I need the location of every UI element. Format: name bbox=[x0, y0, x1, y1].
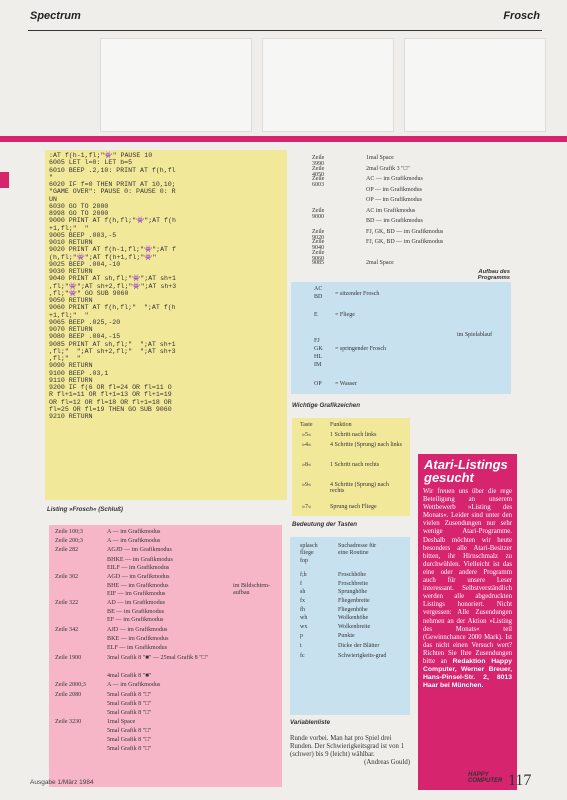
zeile-description: EILF — im Grafikmodus bbox=[107, 565, 170, 571]
listing-line: 9020 PRINT AT f(h-1,fl;"👾";AT f bbox=[49, 246, 176, 254]
taste-function: 1 Schritt nach rechts bbox=[330, 462, 380, 468]
grafik-value: = springender Frosch bbox=[335, 346, 387, 352]
zeile-description: ELF — im Grafikmodus bbox=[107, 645, 168, 651]
atari-title-line1: Atari-Listings bbox=[424, 457, 508, 472]
backdrop-panel-right bbox=[404, 38, 546, 132]
zeile-number: 9085 bbox=[312, 260, 324, 266]
variable-description: Sprunghöhe bbox=[338, 589, 367, 595]
page-header bbox=[30, 10, 540, 28]
listing-line: 9050 RETURN bbox=[49, 297, 93, 304]
zeile-description: BKE — im Grafikmodus bbox=[107, 636, 169, 642]
zeile-description: EF — im Grafikmodus bbox=[107, 617, 164, 623]
listing-line: OR fl=12 OR fl=18 OR fl+1=18 OR bbox=[49, 398, 172, 406]
listing-line: +1,fl;" " bbox=[49, 311, 89, 319]
listing-line: 9070 RETURN bbox=[49, 326, 93, 333]
listing-caption: Listing »Frosch« (Schluß) bbox=[47, 506, 123, 513]
zeile-number: Zeile 9000 bbox=[312, 207, 325, 220]
variable-description: Punkte bbox=[338, 633, 355, 639]
listing-line: 8998 GO TO 2000 bbox=[49, 210, 109, 217]
zeile-description: 5mal Grafik 8 "□" bbox=[107, 710, 152, 716]
listing-line: 6030 GO TO 2000 bbox=[49, 202, 109, 210]
zeile-description: AD — im Grafikmodus bbox=[107, 600, 166, 606]
zeile-description: A — im Grafikmodus bbox=[107, 529, 161, 535]
zeile-description: OP — im Grafikmodus bbox=[366, 186, 422, 193]
grafik-key: E bbox=[314, 312, 318, 318]
taste-key: »8« bbox=[302, 462, 311, 468]
variable-name: f;h bbox=[300, 572, 307, 578]
variable-description: Dicke der Blätter bbox=[338, 643, 380, 649]
tasten-header-function: Funktion bbox=[330, 422, 352, 428]
variable-name: fh bbox=[300, 607, 305, 613]
variable-name: fliege bbox=[300, 550, 314, 556]
zeile-description: AGD — im Grafikmodus bbox=[107, 574, 170, 580]
variable-description: Fliegenhöhe bbox=[338, 607, 368, 613]
grafik-key: IM bbox=[314, 362, 322, 368]
zeile-description: FJ, GK, BD — im Grafikmodus bbox=[366, 239, 444, 245]
zeile-description: A — im Grafikmodus bbox=[107, 538, 161, 544]
atari-body bbox=[423, 488, 512, 690]
grafik-value: = Fliege bbox=[335, 312, 355, 318]
grafik-caption: Wichtige Grafikzeichen bbox=[292, 402, 361, 409]
listing-line: 9025 BEEP .004,-10 bbox=[49, 260, 121, 268]
zeile-number: Zeile 1900 bbox=[55, 655, 82, 661]
variable-name: wx bbox=[300, 624, 308, 630]
listing-line: 9030 RETURN bbox=[49, 268, 93, 275]
listing-line: 9005 BEEP .003,-5 bbox=[49, 231, 117, 239]
paragraph-text: Runde vorbei. Man hat pro Spiel drei Runden. Der Schwierigkeitsgrad ist von 1 (schwer) bis 9 (leicht) wählbar. bbox=[290, 735, 405, 759]
issue-label: Ausgabe 1/März 1984 bbox=[30, 779, 94, 786]
atari-listings-box bbox=[418, 454, 517, 790]
zeile-number: Zeile 9040 bbox=[312, 239, 325, 251]
listing-line: 9110 RETURN bbox=[49, 376, 93, 384]
zeile-description: 5mal Grafik 8 "□" bbox=[107, 692, 152, 698]
backdrop-panel-left bbox=[100, 38, 252, 132]
variable-name: t bbox=[300, 643, 302, 649]
zeile-number: Zeile 342 bbox=[55, 627, 79, 633]
listing-line: 9040 PRINT AT sh,fl;"👾";AT sh+1 bbox=[49, 275, 176, 283]
grafik-key: GK bbox=[314, 346, 323, 352]
zeile-number: Zeile 4050 bbox=[312, 165, 325, 178]
zeile-number: Zeile 100;3 bbox=[55, 529, 83, 535]
zeile-description: 3mal Grafik 8 "■" — 25mal Grafik 8 "□" bbox=[107, 655, 208, 661]
listing-line: 9065 BEEP .025,-20 bbox=[49, 318, 121, 326]
grafik-key: HL bbox=[314, 354, 322, 360]
variable-name: fop bbox=[300, 558, 308, 564]
listing-line: :AT f(h-1,fl;"👾" PAUSE 10 bbox=[49, 152, 153, 159]
zeile-description: BHKE — im Grafikmodus bbox=[107, 557, 173, 563]
zeile-number: Zeile 3230 bbox=[55, 719, 82, 725]
grafik-key: FJ bbox=[314, 338, 320, 344]
zeile-number: Zeile 9020 bbox=[312, 228, 325, 241]
zeile-number: Zeile 282 bbox=[55, 547, 79, 553]
grafik-key: OP bbox=[314, 381, 322, 387]
author-credit: (Andreas Gould) bbox=[364, 759, 410, 767]
zeile-description: OP — im Grafikmodus bbox=[366, 197, 422, 203]
taste-key: »4« bbox=[302, 442, 311, 448]
variable-description: Froschbreite bbox=[338, 581, 368, 587]
zeile-description: EIF — im Grafikmodus bbox=[107, 591, 166, 597]
listing-line: 9010 RETURN bbox=[49, 239, 93, 246]
zeile-description: 2mal Grafik 3 "□" bbox=[366, 165, 410, 172]
zeilen-table-bottom bbox=[49, 525, 282, 787]
variable-name: f bbox=[300, 581, 302, 587]
bildschirm-note: im Bildschirm-aufbau bbox=[233, 583, 271, 596]
variable-description: Schwierigkeits-grad bbox=[338, 653, 387, 659]
zeile-description: AC — im Grafikmodus bbox=[366, 176, 423, 182]
zeile-description: BD — im Grafikmodus bbox=[366, 218, 423, 224]
page-number: 117 bbox=[508, 772, 532, 789]
margin-tab bbox=[0, 172, 9, 188]
variable-description: Fliegenbreite bbox=[338, 598, 370, 604]
variable-name: fc bbox=[300, 653, 305, 659]
listing-line: 6005 LET l=0: LET b=5 bbox=[49, 159, 133, 167]
tasten-header-key: Taste bbox=[300, 422, 313, 428]
zeile-description: 1mal Space bbox=[107, 719, 136, 725]
zeile-description: BE — im Grafikmodus bbox=[107, 609, 165, 615]
listing-line: 9085 PRINT AT sh,fl;" ";AT sh+1 bbox=[49, 340, 176, 348]
variable-name: splasch bbox=[300, 543, 318, 549]
listing-line: "GAME OVER": PAUSE 0: PAUSE 0: R bbox=[49, 188, 176, 196]
tasten-caption: Bedeutung der Tasten bbox=[292, 521, 358, 528]
listing-line: R fl+1=11 OR fl+1=13 OR fl+1=19 bbox=[49, 391, 172, 399]
variablen-caption: Variablenliste bbox=[290, 719, 331, 726]
variable-description: Wolkenbreite bbox=[338, 624, 371, 630]
zeile-number: Zeile 302 bbox=[55, 574, 79, 580]
aufbau-caption: Aufbau des Programms bbox=[477, 269, 510, 281]
variable-name: wh bbox=[300, 615, 308, 621]
magenta-divider bbox=[0, 136, 567, 142]
listing-line: (h,fl;"👾";AT f(h+1,fl;"👾" bbox=[49, 253, 157, 261]
atari-title-line2: gesucht bbox=[424, 470, 474, 485]
taste-key: »7« bbox=[302, 504, 311, 510]
variable-name: fx bbox=[300, 598, 305, 604]
closing-paragraph bbox=[290, 735, 410, 767]
taste-function: 4 Schritte (Sprung) nach links bbox=[330, 442, 402, 448]
listing-line: ,fl;" " bbox=[49, 355, 81, 362]
listing-line: " bbox=[49, 173, 53, 181]
variable-description: Suchadresse für bbox=[338, 543, 377, 549]
zeile-description: 5mal Grafik 8 "□" bbox=[107, 728, 152, 734]
grafikzeichen-box bbox=[291, 282, 511, 394]
zeile-description: A — im Grafikmodus bbox=[107, 682, 161, 688]
listing-line: 9210 RETURN bbox=[49, 413, 93, 420]
taste-key: »5« bbox=[302, 432, 311, 438]
grafik-key: AC bbox=[314, 286, 323, 292]
zeile-number: Zeile 200;3 bbox=[55, 538, 83, 544]
zeile-description: BHE — im Grafikmodus bbox=[107, 583, 169, 589]
atari-title bbox=[424, 458, 508, 484]
zeile-description: 4mal Grafik 8 "■" bbox=[107, 673, 152, 679]
listing-line: 6020 IF f=0 THEN PRINT AT 10,10; bbox=[49, 181, 176, 188]
zeile-description: 5mal Grafik 8 "□" bbox=[107, 746, 152, 752]
zeile-description: 2mal Space bbox=[366, 260, 394, 266]
taste-key: »9« bbox=[302, 482, 311, 488]
zeile-number: Zeile 6003 bbox=[312, 176, 325, 188]
listing-line: UN bbox=[49, 195, 57, 203]
variable-name: sh bbox=[300, 589, 306, 595]
taste-function: 4 Schritte (Sprung) nach rechts bbox=[330, 482, 389, 494]
zeile-number: Zeile 2000;3 bbox=[55, 682, 86, 688]
article-label: Frosch bbox=[503, 10, 540, 22]
zeile-description: AJD — im Grafikmodus bbox=[107, 627, 168, 633]
listing-line: 9080 BEEP .004,-15 bbox=[49, 333, 121, 341]
zeile-number: Zeile 322 bbox=[55, 600, 79, 606]
zeile-number: Zeile 3990 bbox=[312, 155, 325, 167]
listing-line: 9060 PRINT AT f(h,fl;" ";AT f(h bbox=[49, 304, 176, 312]
listing-line: ,fl;"👾";AT sh+2,fl;"👾";AT sh+3 bbox=[49, 282, 177, 290]
variablen-box bbox=[290, 537, 410, 715]
header-rule bbox=[28, 30, 542, 31]
atari-address: Redaktion Happy Computer, Werner Breuer, Hans-Pinsel-Str. 2, 8013 Haar bei München. bbox=[423, 657, 512, 690]
atari-body-text: Wir freuen uns über die rege Beteiligung an unserem Wettbewerb »Listing des Monats«. Leider sind unter den vielen Zusendungen nur sehr wenige Atari-Programme. Deshalb möchten wir heute besonders alle Atari-Besitzer bitten, ihr Hirnschmalz zu durchwühlen. Vielleicht ist das eine oder andere Programm auch für unsere Leser interessant. Selbstverständlich werden alle abgedruckten Listings honoriert. Nicht vergessen: Alle Zusendungen nehmen an der Aktion »Listing des Monats« teil (Gewinnchance 2000 Mark). Ist das nicht einen Versuch wert? Richten Sie Ihre Zusendungen bitte an bbox=[423, 488, 512, 665]
zeile-description: AGJD — im Grafikmodus bbox=[107, 547, 172, 553]
listing-line: ,fl;" ";AT sh+2,fl;" ";AT sh+3 bbox=[49, 347, 176, 355]
listing-line: 9100 BEEP .03,1 bbox=[49, 369, 109, 377]
grafik-value: im Spielablauf bbox=[457, 332, 493, 338]
tasten-box bbox=[292, 418, 410, 516]
listing-line: +1,fl;" " bbox=[49, 224, 89, 232]
happy-computer-logo: HAPPY COMPUTER bbox=[468, 772, 503, 784]
zeile-description: 5mal Grafik 8 "□" bbox=[107, 701, 152, 707]
listing-line: fl=25 OR fl=19 THEN GO SUB 9060 bbox=[49, 405, 172, 413]
code-listing bbox=[45, 150, 287, 500]
section-label: Spectrum bbox=[30, 10, 81, 22]
listing-line: 9200 IF f(6 OR fl=24 OR fl=11 O bbox=[49, 384, 172, 391]
taste-function: 1 Schritt nach links bbox=[330, 432, 377, 438]
zeile-description: AC im Grafikmodus bbox=[366, 207, 416, 214]
zeile-description: 1mal Space bbox=[366, 155, 394, 161]
grafik-value: = Wasser bbox=[335, 381, 357, 387]
zeile-description: 5mal Grafik 8 "□" bbox=[107, 737, 152, 743]
variable-description: Froschhöhe bbox=[338, 572, 366, 578]
grafik-key: BD bbox=[314, 294, 323, 300]
taste-function: Sprung nach Fliege bbox=[330, 504, 377, 510]
listing-line: 6010 BEEP .2,10: PRINT AT f(h,fl bbox=[49, 166, 176, 174]
variable-name: p bbox=[300, 633, 303, 639]
listing-line: 9090 RETURN bbox=[49, 362, 93, 370]
listing-line: 9000 PRINT AT f(h,fl;"👾";AT f(h bbox=[49, 217, 176, 225]
zeile-number: Zeile 9060 bbox=[312, 249, 325, 262]
variable-description: Wolkenhöhe bbox=[338, 615, 369, 621]
zeile-description: FJ, GK, BD — im Grafikmodus bbox=[366, 228, 444, 235]
listing-line: ,fl;"👾" GO SUB 9060 bbox=[49, 289, 129, 297]
backdrop-panel-middle bbox=[262, 38, 394, 132]
variable-description: eine Routine bbox=[338, 550, 369, 556]
zeile-number: Zeile 2080 bbox=[55, 692, 82, 698]
grafik-value: = sitzender Frosch bbox=[335, 291, 380, 297]
